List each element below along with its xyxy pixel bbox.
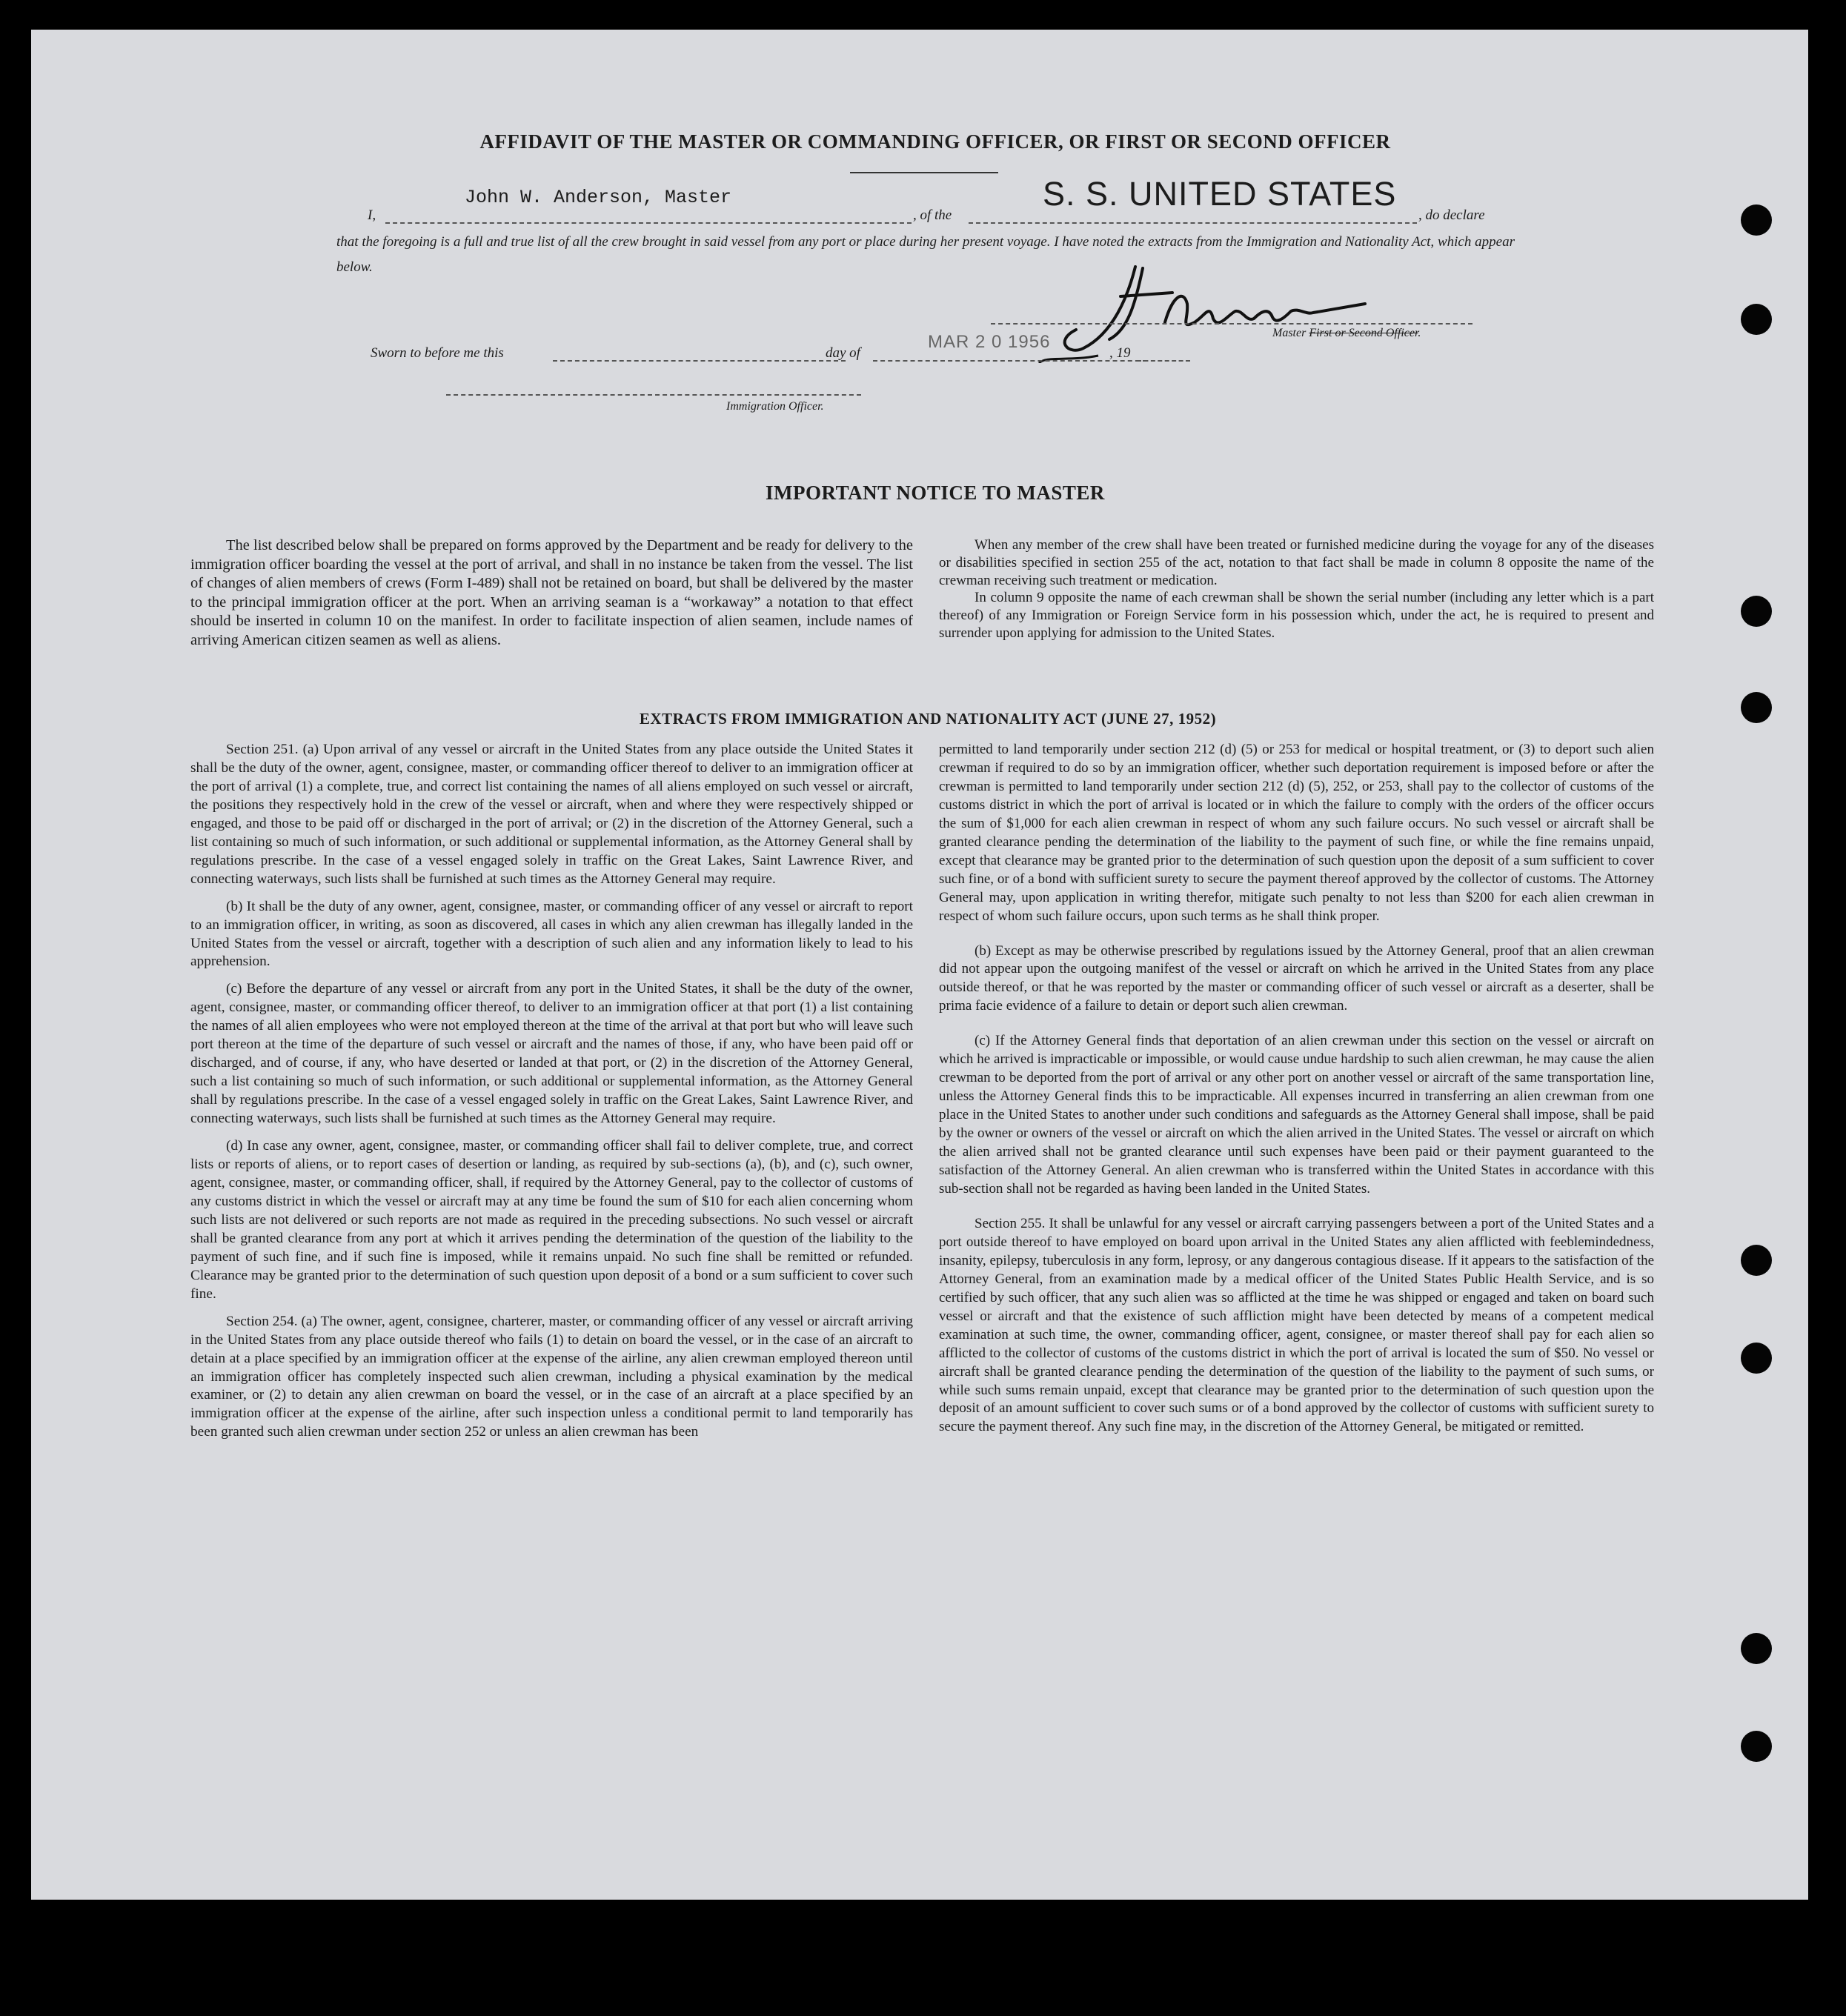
notice-right-column xyxy=(939,536,1654,651)
extracts-right-column xyxy=(939,741,1654,1446)
extracts-title: EXTRACTS FROM IMMIGRATION AND NATIONALITY ACT (JUNE 27, 1952) xyxy=(639,710,1217,728)
struck-officer-label: First or Second Officer xyxy=(1309,327,1418,339)
immigration-officer-line xyxy=(446,394,861,396)
vessel-line xyxy=(969,222,1417,224)
binder-hole xyxy=(1741,692,1772,723)
do-declare-label: , do declare xyxy=(1418,207,1485,223)
binder-hole xyxy=(1741,1731,1772,1762)
section-254-a: Section 254. (a) The owner, agent, consignee, charterer, master, or commanding officer of any vessel or aircraft arriving in the United States from any place outside thereof who fails (1) to detain on board the vessel, or in the case of an aircraft to detain at a place specified by an immigration officer at the expense of the airline, any alien crewman employed thereon until an immigration officer has completely inspected such alien crewman, including a physical examination by the medical examiner, or (2) to detain any alien crewman on board the vessel, or in the case of an aircraft at a place specified by an immigration officer at the expense of the airline, after such inspection unless a conditional permit to land temporarily has been granted such alien crewman under section 252 or unless an alien crewman has been xyxy=(190,1313,913,1440)
master-label-period: . xyxy=(1418,327,1421,339)
section-251-b: (b) It shall be the duty of any owner, agent, consignee, master, or commanding officer of any vessel or aircraft to report to an immigration officer, in writing, as soon as discovered, all cases in which any alien crewman has illegally landed in the United States from the vessel or aircraft, together with a description of such alien and any information likely to lead to his apprehension. xyxy=(190,898,913,970)
binder-hole xyxy=(1741,304,1772,335)
date-stamp: MAR 2 0 1956 xyxy=(928,332,1051,352)
year-prefix: , 19 xyxy=(1109,345,1131,361)
signature-line xyxy=(991,323,1473,325)
master-name: John W. Anderson, Master xyxy=(465,187,732,208)
master-title-label xyxy=(1272,327,1421,340)
extracts-left-column xyxy=(190,741,913,1451)
section-251-a: Section 251. (a) Upon arrival of any vessel or aircraft in the United States from any place outside the United States it shall be the duty of the owner, agent, consignee, master, or commanding officer thereof to deliver to an immigration officer at the port of arrival (1) a complete, true, and correct list containing the names of all aliens employed on such vessel or aircraft, the positions they respectively hold in the crew of the vessel or aircraft, when and where they were respectively shipped or engaged, and those to be paid off or discharged in the port of arrival; or (2) in the discretion of the Attorney General, such a list containing so much of such information, or such additional or supplemental information, as the Attorney General shall by regulations prescribe. In the case of a vessel engaged solely in traffic on the Great Lakes, Saint Lawrence River, and connecting waterways, such lists shall be furnished at such times as the Attorney General may require. xyxy=(190,742,913,887)
sworn-label: Sworn to before me this xyxy=(371,345,504,361)
title-rule xyxy=(850,172,998,173)
declaration-text: that the foregoing is a full and true list of all the crew brought in said vessel from any port or place during her present voyage. I have noted the extracts from the Immigration and Nationality Act, which appear below. xyxy=(336,234,1515,275)
i-label: I, xyxy=(368,207,376,223)
binder-hole xyxy=(1741,1245,1772,1276)
of-the-label: , of the xyxy=(913,207,952,223)
immigration-officer-label: Immigration Officer. xyxy=(726,400,824,413)
notice-right-text-2: In column 9 opposite the name of each crewman shall be shown the serial number (including any letter which is a part thereof) of any Immigration or Foreign Service form in his possession which, under the act, he is required to present and surrender upon applying for admission to the United States. xyxy=(939,590,1654,641)
vessel-name: S. S. UNITED STATES xyxy=(1043,175,1397,213)
binder-hole xyxy=(1741,596,1772,627)
name-line xyxy=(385,222,912,224)
section-251-c: (c) Before the departure of any vessel or aircraft from any port in the United States, it shall be the duty of the owner, agent, consignee, master, or commanding officer thereof, to deliver to an immigration officer at that port (1) a list containing the names of all alien employees who were not employed thereon at the time of the arrival at that port but who will leave such port thereon at the time of the departure of such vessel or aircraft and the names of those, if any, who have been paid off or discharged, and of course, if any, who have deserted or landed at that port, or (2) in the discretion of the Attorney General, such a list containing so much of such information, or such additional or supplemental information, as the Attorney General shall by regulations prescribe. In the case of a vessel engaged solely in traffic on the Great Lakes, Saint Lawrence River, and connecting waterways, such lists shall be furnished at such times as the Attorney General may require. xyxy=(190,981,913,1127)
section-254-b: (b) Except as may be otherwise prescribed by regulations issued by the Attorney General, proof that an alien crewman did not appear upon the outgoing manifest of the vessel or aircraft on which he arrived in the United States from any place outside thereof, or that he was reported by the master or commanding officer of such vessel or aircraft as a deserter, shall be prima facie evidence of a failure to detain or deport such alien crewman. xyxy=(939,942,1654,1014)
section-254-a-continued: permitted to land temporarily under section 212 (d) (5) or 253 for medical or hospital treatment, or (3) to deport such alien crewman if required to do so by an immigration officer, whether such deportation requirement is imposed before or after the crewman is permitted to land temporarily under section 212 (d) (5), 252, or 253, shall pay to the collector of customs of the customs district in which the port of arrival is located or in which the failure to comply with the orders of the officer occurs the sum of $1,000 for each alien crewman in respect of whom any such failure occurs. No such vessel or aircraft shall be granted clearance pending the determination of the liability to the payment of such fine, or while the fine remains unpaid, except that clearance may be granted prior to the determination of such question upon the deposit of a sum sufficient to cover such fine, or of a bond with sufficient surety to secure the payment thereof approved by the collector of customs. The Attorney General may, upon application in writing therefor, mitigate such penalty to not less than $200 for each alien crewman in respect of whom such failure occurs, upon such terms as he shall think proper. xyxy=(939,742,1654,924)
master-label: Master xyxy=(1272,327,1307,339)
master-signature xyxy=(1024,252,1372,363)
notice-left-column xyxy=(190,536,913,659)
notice-right-text-1: When any member of the crew shall have been treated or furnished medicine during the voyage for any of the diseases or disabilities specified in section 255 of the act, notation to that fact shall be made in column 8 opposite the name of the crewman receiving such treatment or medication. xyxy=(939,537,1654,588)
binder-hole xyxy=(1741,204,1772,236)
section-254-c: (c) If the Attorney General finds that deportation of an alien crewman under this section on the vessel or aircraft on which he arrived is impracticable or impossible, or would cause undue hardship to such alien crewman, he may cause the alien crewman to be deported from the port of arrival or any other port on another vessel or aircraft of the same transportation line, unless the Attorney General finds this to be impracticable. All expenses incurred in transferring an alien crewman from one place in the United States to another under such conditions and safeguards as the Attorney General shall impose, shall be paid by the owner or owners of the vessel or aircraft on which the alien arrived in the United States. The vessel or aircraft on which the alien arrived shall not be granted clearance until such expenses have been paid or their payment guaranteed to the satisfaction of the Attorney General. An alien crewman who is transferred within the United States in accordance with this sub-section shall not be regarded as having been landed in the United States. xyxy=(939,1033,1654,1197)
day-of-label: day of xyxy=(826,345,860,361)
binder-hole xyxy=(1741,1343,1772,1374)
section-251-d: (d) In case any owner, agent, consignee, master, or commanding officer shall fail to deliver complete, true, and correct lists or reports of aliens, or to report cases of desertion or landing, as required by sub-sections (a), (b), and (c), such owner, agent, consignee, master, or commanding officer, shall, if required by the Attorney General, pay to the collector of customs of any customs district in which the vessel or aircraft may at any time be found the sum of $10 for each alien concerning whom such lists are not delivered or such reports are not made as required in the preceding subsections. No such vessel or aircraft shall be granted clearance from any port at which it arrives pending the determination of the question of the liability to the payment of such fine, and if such fine is imposed, while it remains unpaid. No such fine shall be remitted or refunded. Clearance may be granted prior to the determination of such question upon deposit of a bond or a sum sufficient to cover such fine. xyxy=(190,1138,913,1302)
year-line xyxy=(1137,360,1190,362)
notice-title: IMPORTANT NOTICE TO MASTER xyxy=(766,482,1105,504)
document-page xyxy=(31,30,1808,1900)
notice-left-text: The list described below shall be prepared on forms approved by the Department and be ready for delivery to the immigration officer boarding the vessel at the port of arrival, and shall in no instance be taken from the vessel. The list of changes of alien members of crews (Form I-489) shall not be retained on board, but shall be delivered by the master to the principal immigration officer at the port. When an arriving seaman is a “workaway” a notation to that effect should be inserted in column 10 on the manifest. In order to facilitate inspection of alien seamen, include names of arriving American citizen seamen as well as aliens. xyxy=(190,537,913,648)
sworn-day-line xyxy=(553,360,846,362)
binder-hole xyxy=(1741,1633,1772,1664)
affidavit-title: AFFIDAVIT OF THE MASTER OR COMMANDING OFFICER, OR FIRST OR SECOND OFFICER xyxy=(479,130,1391,153)
section-255: Section 255. It shall be unlawful for any vessel or aircraft carrying passengers between a port of the United States and a port outside thereof to have employed on board upon arrival in the United States any alien afflicted with feeblemindedness, insanity, epilepsy, tuberculosis in any form, leprosy, or any dangerous contagious disease. If it appears to the satisfaction of the Attorney General, from an examination made by a medical officer of the United States Public Health Service, and is so certified by such officer, that any such alien was so afflicted at the time he was shipped or engaged and taken on board such vessel or aircraft and that the existence of such affliction might have been detected by means of a competent medical examination at such time, the owner, commanding officer, agent, consignee, or master thereof shall pay for each alien so afflicted to the collector of customs of the customs district in which the port of arrival is located the sum of $50. No vessel or aircraft shall be granted clearance pending the determination of the question of the liability to the payment of such sums, or while such sums remain unpaid, except that clearance may be granted prior to the determination of such question upon the deposit of an amount sufficient to cover such sums or of a bond approved by the collector of customs with sufficient surety to secure the payment thereof. Any such fine may, in the discretion of the Attorney General, be mitigated or remitted. xyxy=(939,1215,1654,1435)
month-line xyxy=(873,360,1147,362)
